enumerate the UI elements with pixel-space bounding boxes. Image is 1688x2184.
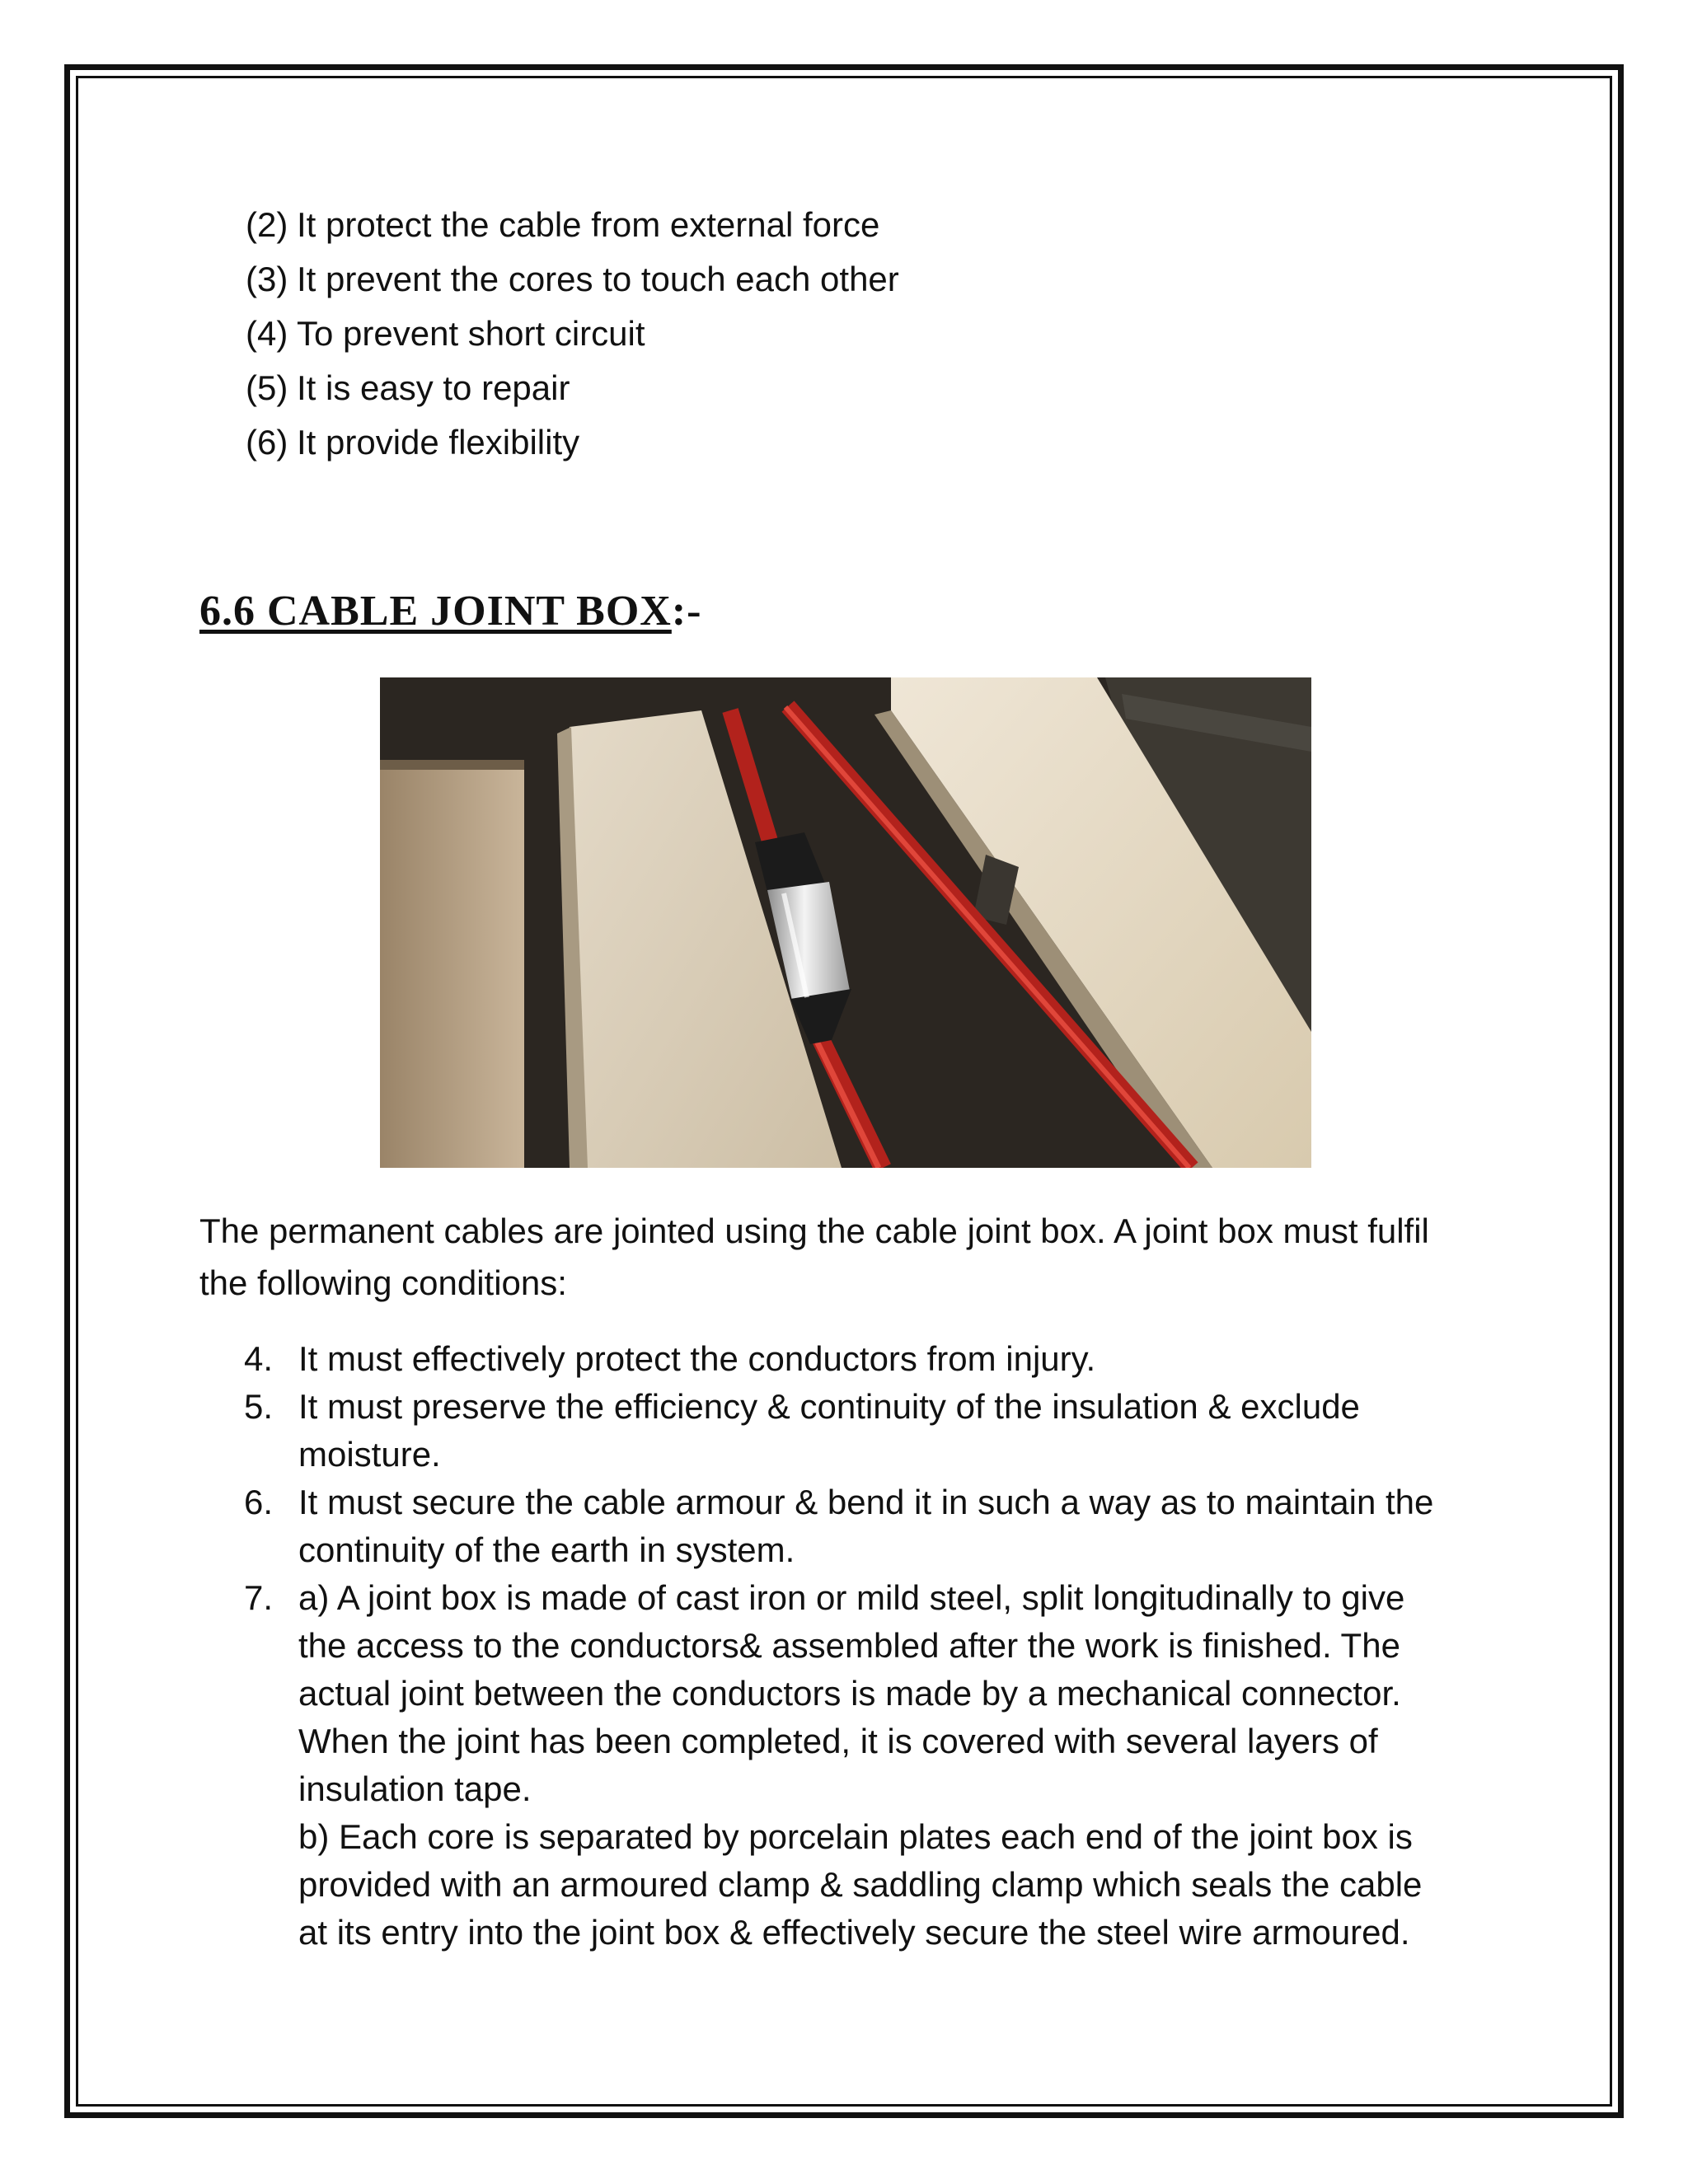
advantages-list [246,198,899,470]
list-item: 4. It must effectively protect the conductors from injury. [244,1339,1096,1378]
list-item: (6) It provide flexibility [246,423,580,462]
list-item: 6. It must secure the cable armour & bend it in such a way as to maintain the continuity of the earth in system. [244,1483,1434,1569]
list-item: (2) It protect the cable from external force [246,205,880,244]
list-item: (3) It prevent the cores to touch each other [246,260,899,298]
conditions-list [244,1335,1480,1957]
cable-joint-box-photo [380,677,1311,1168]
list-item: 5. It must preserve the efficiency & continuity of the insulation & exclude moisture. [244,1387,1360,1474]
list-item: 7. a) A joint box is made of cast iron or mild steel, split longitudinally to give the access to the conductors& assembled after the work is finished. The actual joint between the conductors is made by a mechanical connector. When the joint has been completed, it is covered with several layers of insulation tape. b) Each core is separated by porcelain plates each end of the joint box is provided with an armoured clamp & saddling clamp which seals the cable at its entry into the joint box & effectively secure the steel wire armoured. [244,1578,1423,1952]
intro-paragraph: The permanent cables are jointed using the cable joint box. A joint box must fulfil the following conditions: [199,1212,1429,1302]
section-heading-suffix: :- [671,588,702,635]
section-heading [199,587,701,635]
list-item: (4) To prevent short circuit [246,314,645,353]
section-heading-title: 6.6 CABLE JOINT BOX [199,588,672,635]
list-item: (5) It is easy to repair [246,368,570,407]
